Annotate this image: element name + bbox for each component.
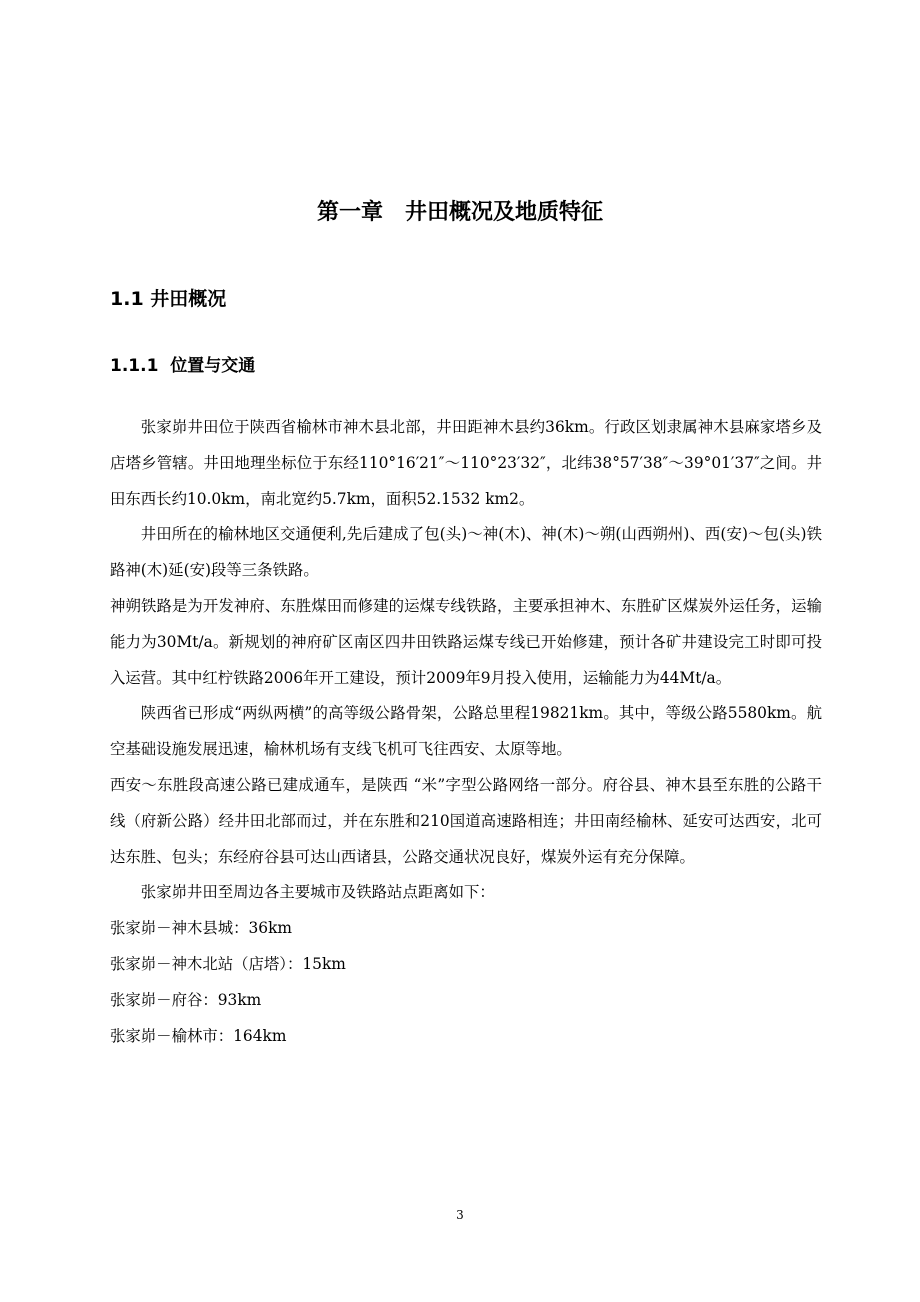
distance-item: 张家峁－神木县城：36km	[110, 919, 293, 938]
distance-item: 张家峁－榆林市：164km	[110, 1026, 287, 1045]
chapter-title: 第一章 井田概况及地质特征	[316, 200, 603, 225]
page-number: 3	[456, 1208, 464, 1222]
body-text	[110, 410, 822, 1054]
paragraph-shenshuo-railway: 神朔铁路是为开发神府、东胜煤田而修建的运煤专线铁路，主要承担神木、东胜矿区煤炭外运任务，运输能力为30Mt/a。新规划的神府矿区南区四井田铁路运煤专线已开始修建，预计各矿井建设完工时即可投入运营。其中红柠铁路2006年开工建设，预计2009年9月投入使用，运输能力为44Mt/a。	[110, 596, 822, 687]
paragraph-railways: 井田所在的榆林地区交通便利,先后建成了包(头)～神(木)、神(木)～朔(山西朔州)、西(安)～包(头)铁路神(木)延(安)段等三条铁路。	[110, 525, 822, 580]
subsection-title: 1.1.1 位置与交通	[110, 356, 256, 376]
section-title: 1.1 井田概况	[110, 288, 227, 310]
distance-item: 张家峁－神木北站（店塔）：15km	[110, 954, 346, 973]
paragraph-highways: 陕西省已形成“两纵两横”的高等级公路骨架，公路总里程19821km。其中，等级公路5580km。航空基础设施发展迅速，榆林机场有支线飞机可飞往西安、太原等地。	[110, 704, 822, 759]
distance-item: 张家峁－府谷：93km	[110, 990, 262, 1009]
paragraph-distances-intro: 张家峁井田至周边各主要城市及铁路站点距离如下：	[140, 883, 495, 902]
paragraph-expressway: 西安～东胜段高速公路已建成通车，是陕西 “米”字型公路网络一部分。府谷县、神木县至东胜的公路干线（府新公路）经井田北部而过，并在东胜和210国道高速路相连；井田南经榆林、延安可达西安，北可达东胜、包头；东经府谷县可达山西诸县，公路交通状况良好，煤炭外运有充分保障。	[110, 775, 822, 866]
paragraph-location: 张家峁井田位于陕西省榆林市神木县北部，井田距神木县约36km。行政区划隶属神木县麻家塔乡及店塔乡管辖。井田地理坐标位于东经110°16′21″～110°23′32″，北纬38°57′38″～39°01′37″之间。井田东西长约10.0km，南北宽约5.7km，面积52.1532 km2。	[110, 418, 822, 508]
